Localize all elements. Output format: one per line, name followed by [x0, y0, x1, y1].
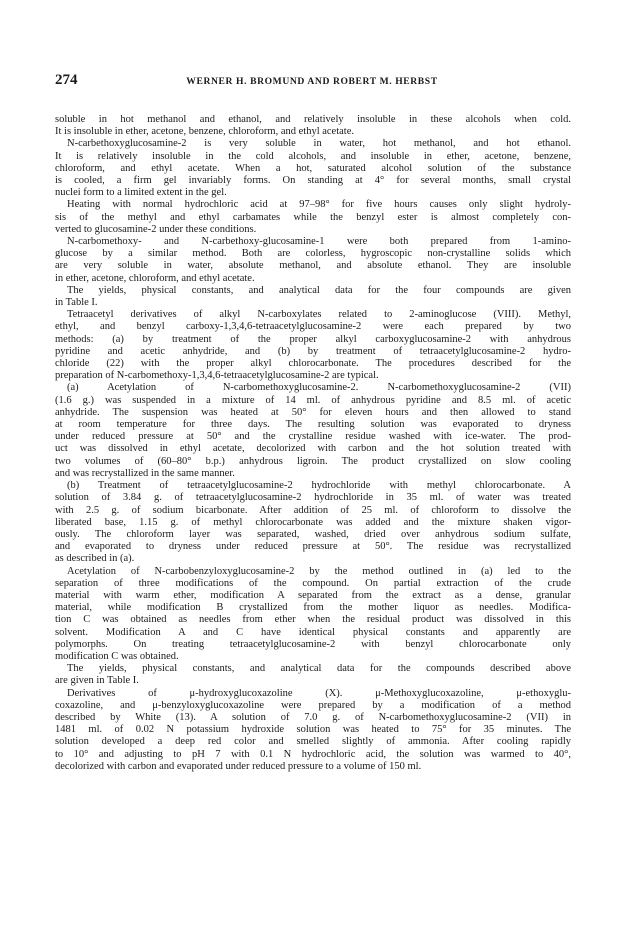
text-line: as described in (a). [55, 553, 135, 565]
text-line: sis of the methyl and ethyl carbamates while the benzyl ester is almost completely con- [55, 211, 571, 223]
text-line: material with warm ether, modification A separated from the extract as a dense, granular [55, 589, 571, 601]
text-line: methods: (a) by treatment of the proper alkyl carboxyglucosamine-2 with anhydrous [55, 333, 571, 345]
text-line: pyridine and acetic anhydride, and (b) by treatment of tetraacetylglucosamine-2 hydro- [55, 345, 571, 357]
text-line: described by White (13). A solution of 7.0 g. of N-carbomethoxyglucosamine-2 (VII) in [55, 711, 571, 723]
text-line: The yields, physical constants, and analytical data for the four compounds are given [67, 284, 571, 296]
text-line: uct was dissolved in ethyl acetate, decolorized with carbon and the hot solution treated with [55, 443, 571, 455]
text-line: polymorphs. On treating tetraacetylglucosamine-2 with benzyl chlorocarbonate only [55, 638, 571, 650]
text-line: (a) Acetylation of N-carbomethoxyglucosamine-2. N-carbomethoxyglucosamine-2 (VII) [67, 382, 571, 394]
text-line: It is insoluble in ether, acetone, benzene, chloroform, and ethyl acetate. [55, 126, 354, 138]
text-line: soluble in hot methanol and ethanol, and relatively insoluble in these alcohols when cold. [55, 114, 571, 125]
text-line: solution developed a deep red color and smelled slightly of ammonia. After cooling rapidly [55, 736, 571, 748]
text-line: modification C was obtained. [55, 650, 179, 662]
text-line: ously. The chloroform layer was separated, washed, dried over anhydrous sodium sulfate, [55, 528, 571, 540]
text-line: liberated base, 1.15 g. of methyl chlorocarbonate was added and the mixture shaken vigor- [55, 516, 571, 528]
text-line: anhydride. The suspension was heated at 50° for eleven hours and then allowed to stand [55, 406, 571, 418]
text-line: and was recrystallized in the same manner. [55, 467, 235, 479]
text-line: material, while modification B crystallized from the mother liquor as needles. Modifica- [55, 602, 571, 614]
text-line: Heating with normal hydrochloric acid at 97–98° for five hours causes only slight hydroly- [67, 199, 571, 211]
text-line: solution of 3.84 g. of tetraacetylglucosamine-2 hydrochloride in 35 ml. of water was treated [55, 492, 571, 504]
document-page [55, 72, 571, 773]
page-number: 274 [55, 72, 78, 88]
text-line: chloride (22) with the proper alkyl chlorocarbonate. The procedures described for the [55, 358, 571, 370]
body-text [55, 114, 571, 773]
text-line: N-carbethoxyglucosamine-2 is very soluble in water, hot methanol, and hot ethanol. [67, 138, 571, 150]
text-line: in Table I. [55, 297, 98, 309]
text-line: It is relatively insoluble in the cold alcohols, and insoluble in ether, acetone, benzene, [55, 150, 571, 162]
text-line: and evaporated to dryness under reduced pressure at 50°. The residue was recrystallized [55, 541, 571, 553]
page-header [55, 72, 571, 92]
text-line: verted to glucosamine-2 under these conditions. [55, 223, 257, 235]
text-line: ethyl, and benzyl carboxy-1,3,4,6-tetraacetylglucosamine-2 were each prepared by two [55, 321, 571, 333]
text-line: to 10° and adjusting to pH 7 with 0.1 N hydrochloric acid, the solution was warmed to 40°, [55, 748, 571, 760]
text-line: preparation of N-carbomethoxy-1,3,4,6-tetraacetylglucosamine-2 are typical. [55, 370, 379, 382]
text-line: at room temperature for three days. The resulting solution was evaporated to dryness [55, 419, 571, 431]
text-line: with 2.5 g. of sodium bicarbonate. After addition of 25 ml. of chloroform to dissolve the [55, 504, 571, 516]
text-line: Acetylation of N-carbobenzyloxyglucosamine-2 by the method outlined in (a) led to the [67, 565, 571, 577]
text-line: (b) Treatment of tetraacetylglucosamine-2 hydrochloride with methyl chlorocarbonate. A [67, 480, 571, 492]
text-line: separation of three modifications of the compound. On partial extraction of the crude [55, 577, 571, 589]
text-line: N-carbomethoxy- and N-carbethoxy-glucosamine-1 were both prepared from 1-amino- [67, 236, 571, 248]
text-line: Tetraacetyl derivatives of alkyl N-carboxylates related to 2-aminoglucose (VIII). Methyl, [67, 309, 571, 321]
text-line: nuclei form to a limited extent in the gel. [55, 187, 227, 199]
text-line: are very soluble in water, absolute methanol, and absolute ethanol. They are insoluble [55, 260, 571, 272]
text-line: is cooled, a firm gel invariably forms. On standing at 4° for several months, small crystal [55, 175, 571, 187]
text-line: are given in Table I. [55, 675, 139, 687]
text-line: chloroform, and ethyl acetate. When a hot, saturated alcohol solution of the substance [55, 162, 571, 174]
text-line: decolorized with carbon and evaporated under reduced pressure to a volume of 150 ml. [55, 760, 422, 772]
text-line: under reduced pressure at 50° and the crystalline residue washed with ice-water. The prod- [55, 431, 571, 443]
text-line: two volumes of (60–80° b.p.) anhydrous ligroin. The product crystallized on slow cooling [55, 455, 571, 467]
text-line: solvent. Modification A and C have identical physical constants and apparently are [55, 626, 571, 638]
running-head: WERNER H. BROMUND AND ROBERT M. HERBST [186, 76, 438, 87]
text-line: coxazoline, and μ-benzyloxyglucoxazoline were prepared by a modification of a method [55, 699, 571, 711]
text-line: 1481 ml. of 0.02 N potassium hydroxide solution was heated to 75° for 35 minutes. The [55, 724, 571, 736]
text-line: glucose by a similar method. Both are colorless, hygroscopic non-crystalline solids which [55, 248, 571, 260]
text-line: The yields, physical constants, and analytical data for the compounds described above [67, 663, 571, 675]
text-line: tion C was obtained as needles from ether when the residual product was dissolved in this [55, 614, 571, 626]
text-line: in ether, acetone, chloroform, and ethyl acetate. [55, 272, 255, 284]
text-line: (1.6 g.) was suspended in a mixture of 14 ml. of anhydrous pyridine and 8.5 ml. of acetic [55, 394, 571, 406]
text-line: Derivatives of μ-hydroxyglucoxazoline (X). μ-Methoxyglucoxazoline, μ-ethoxyglu- [67, 687, 571, 699]
